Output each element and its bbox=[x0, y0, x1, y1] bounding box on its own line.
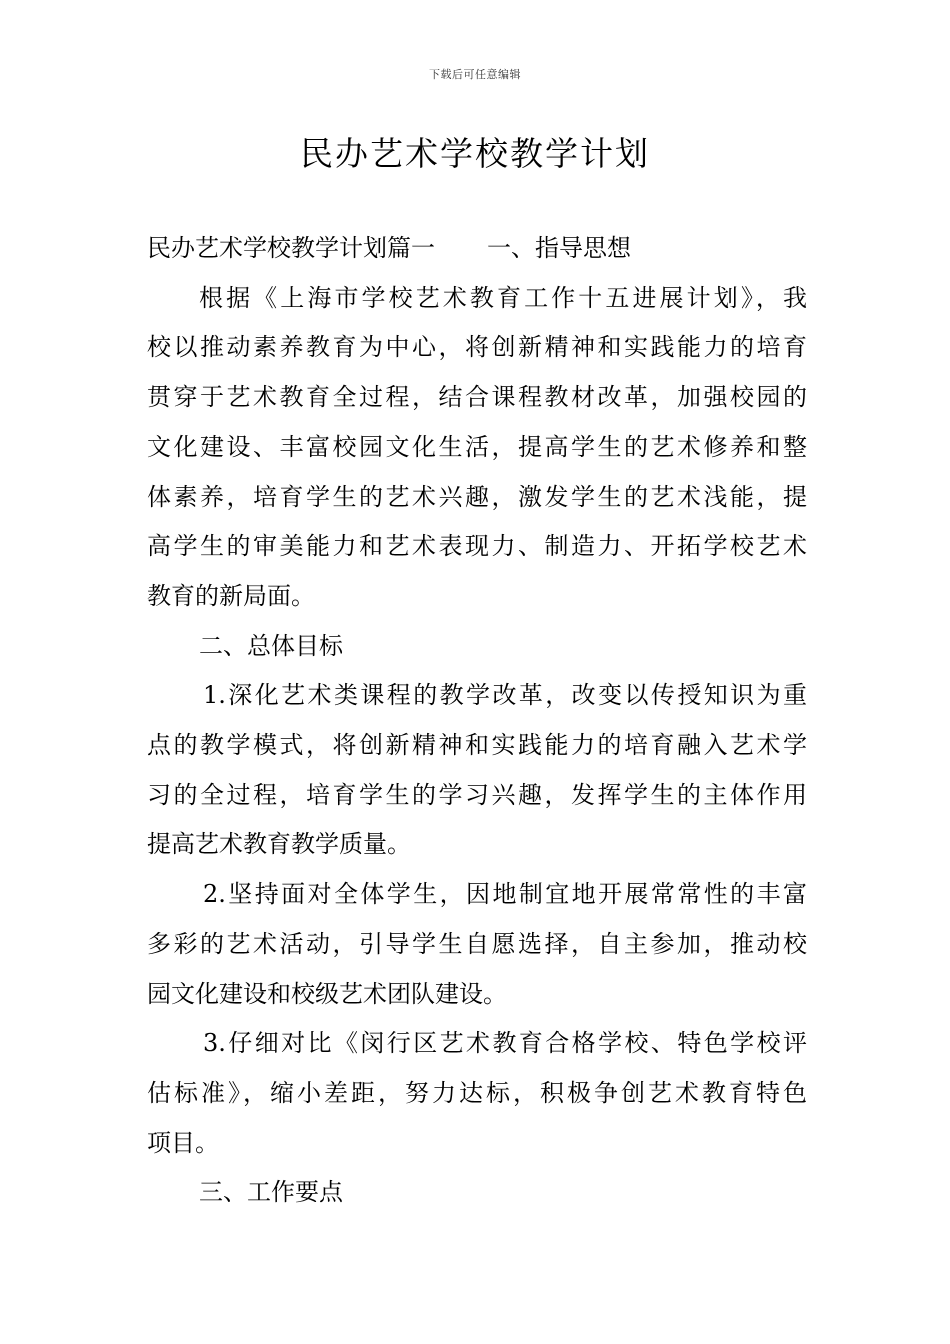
list-item-line: 项目。 bbox=[147, 1128, 219, 1157]
intro-line bbox=[147, 224, 807, 274]
document-title: 民办艺术学校教学计划 bbox=[300, 134, 650, 173]
paragraph-line: 体素养，培育学生的艺术兴趣，激发学生的艺术浅能，提 bbox=[147, 482, 807, 511]
list-item-line: 园文化建设和校级艺术团队建设。 bbox=[147, 979, 507, 1008]
section-heading-1: 一、指导思想 bbox=[487, 234, 631, 262]
paragraph-line: 高学生的审美能力和艺术表现力、制造力、开拓学校艺术 bbox=[147, 532, 807, 561]
list-item-line: 多彩的艺术活动，引导学生自愿选择，自主参加，推动校 bbox=[147, 929, 807, 958]
list-item-line: 3.仔细对比《闵行区艺术教育合格学校、特色学校评 bbox=[203, 1029, 807, 1058]
intro-prefix: 民办艺术学校教学计划篇一 bbox=[147, 234, 435, 262]
paragraph-line: 根据《上海市学校艺术教育工作十五进展计划》，我 bbox=[199, 283, 807, 312]
list-item-line: 估标准》，缩小差距，努力达标，积极争创艺术教育特色 bbox=[147, 1078, 807, 1107]
paragraph-line: 文化建设、丰富校园文化生活，提高学生的艺术修养和整 bbox=[147, 432, 807, 461]
paragraph-line: 教育的新局面。 bbox=[147, 581, 315, 610]
list-item-line: 2.坚持面对全体学生，因地制宜地开展常常性的丰富 bbox=[203, 880, 807, 909]
paragraph-line: 贯穿于艺术教育全过程，结合课程教材改革，加强校园的 bbox=[147, 383, 807, 412]
list-item-line: 习的全过程，培育学生的学习兴趣，发挥学生的主体作用 bbox=[147, 780, 807, 809]
list-item-line: 点的教学模式，将创新精神和实践能力的培育融入艺术学 bbox=[147, 731, 807, 760]
paragraph-line: 校以推动素养教育为中心，将创新精神和实践能力的培育 bbox=[147, 333, 807, 362]
section-heading-3: 三、工作要点 bbox=[199, 1178, 343, 1207]
list-item-line: 提高艺术教育教学质量。 bbox=[147, 830, 411, 859]
document-body bbox=[147, 224, 807, 1218]
header-note: 下载后可任意编辑 bbox=[429, 68, 521, 81]
section-heading-2: 二、总体目标 bbox=[199, 631, 343, 660]
list-item-line: 1.深化艺术类课程的教学改革，改变以传授知识为重 bbox=[203, 681, 807, 710]
